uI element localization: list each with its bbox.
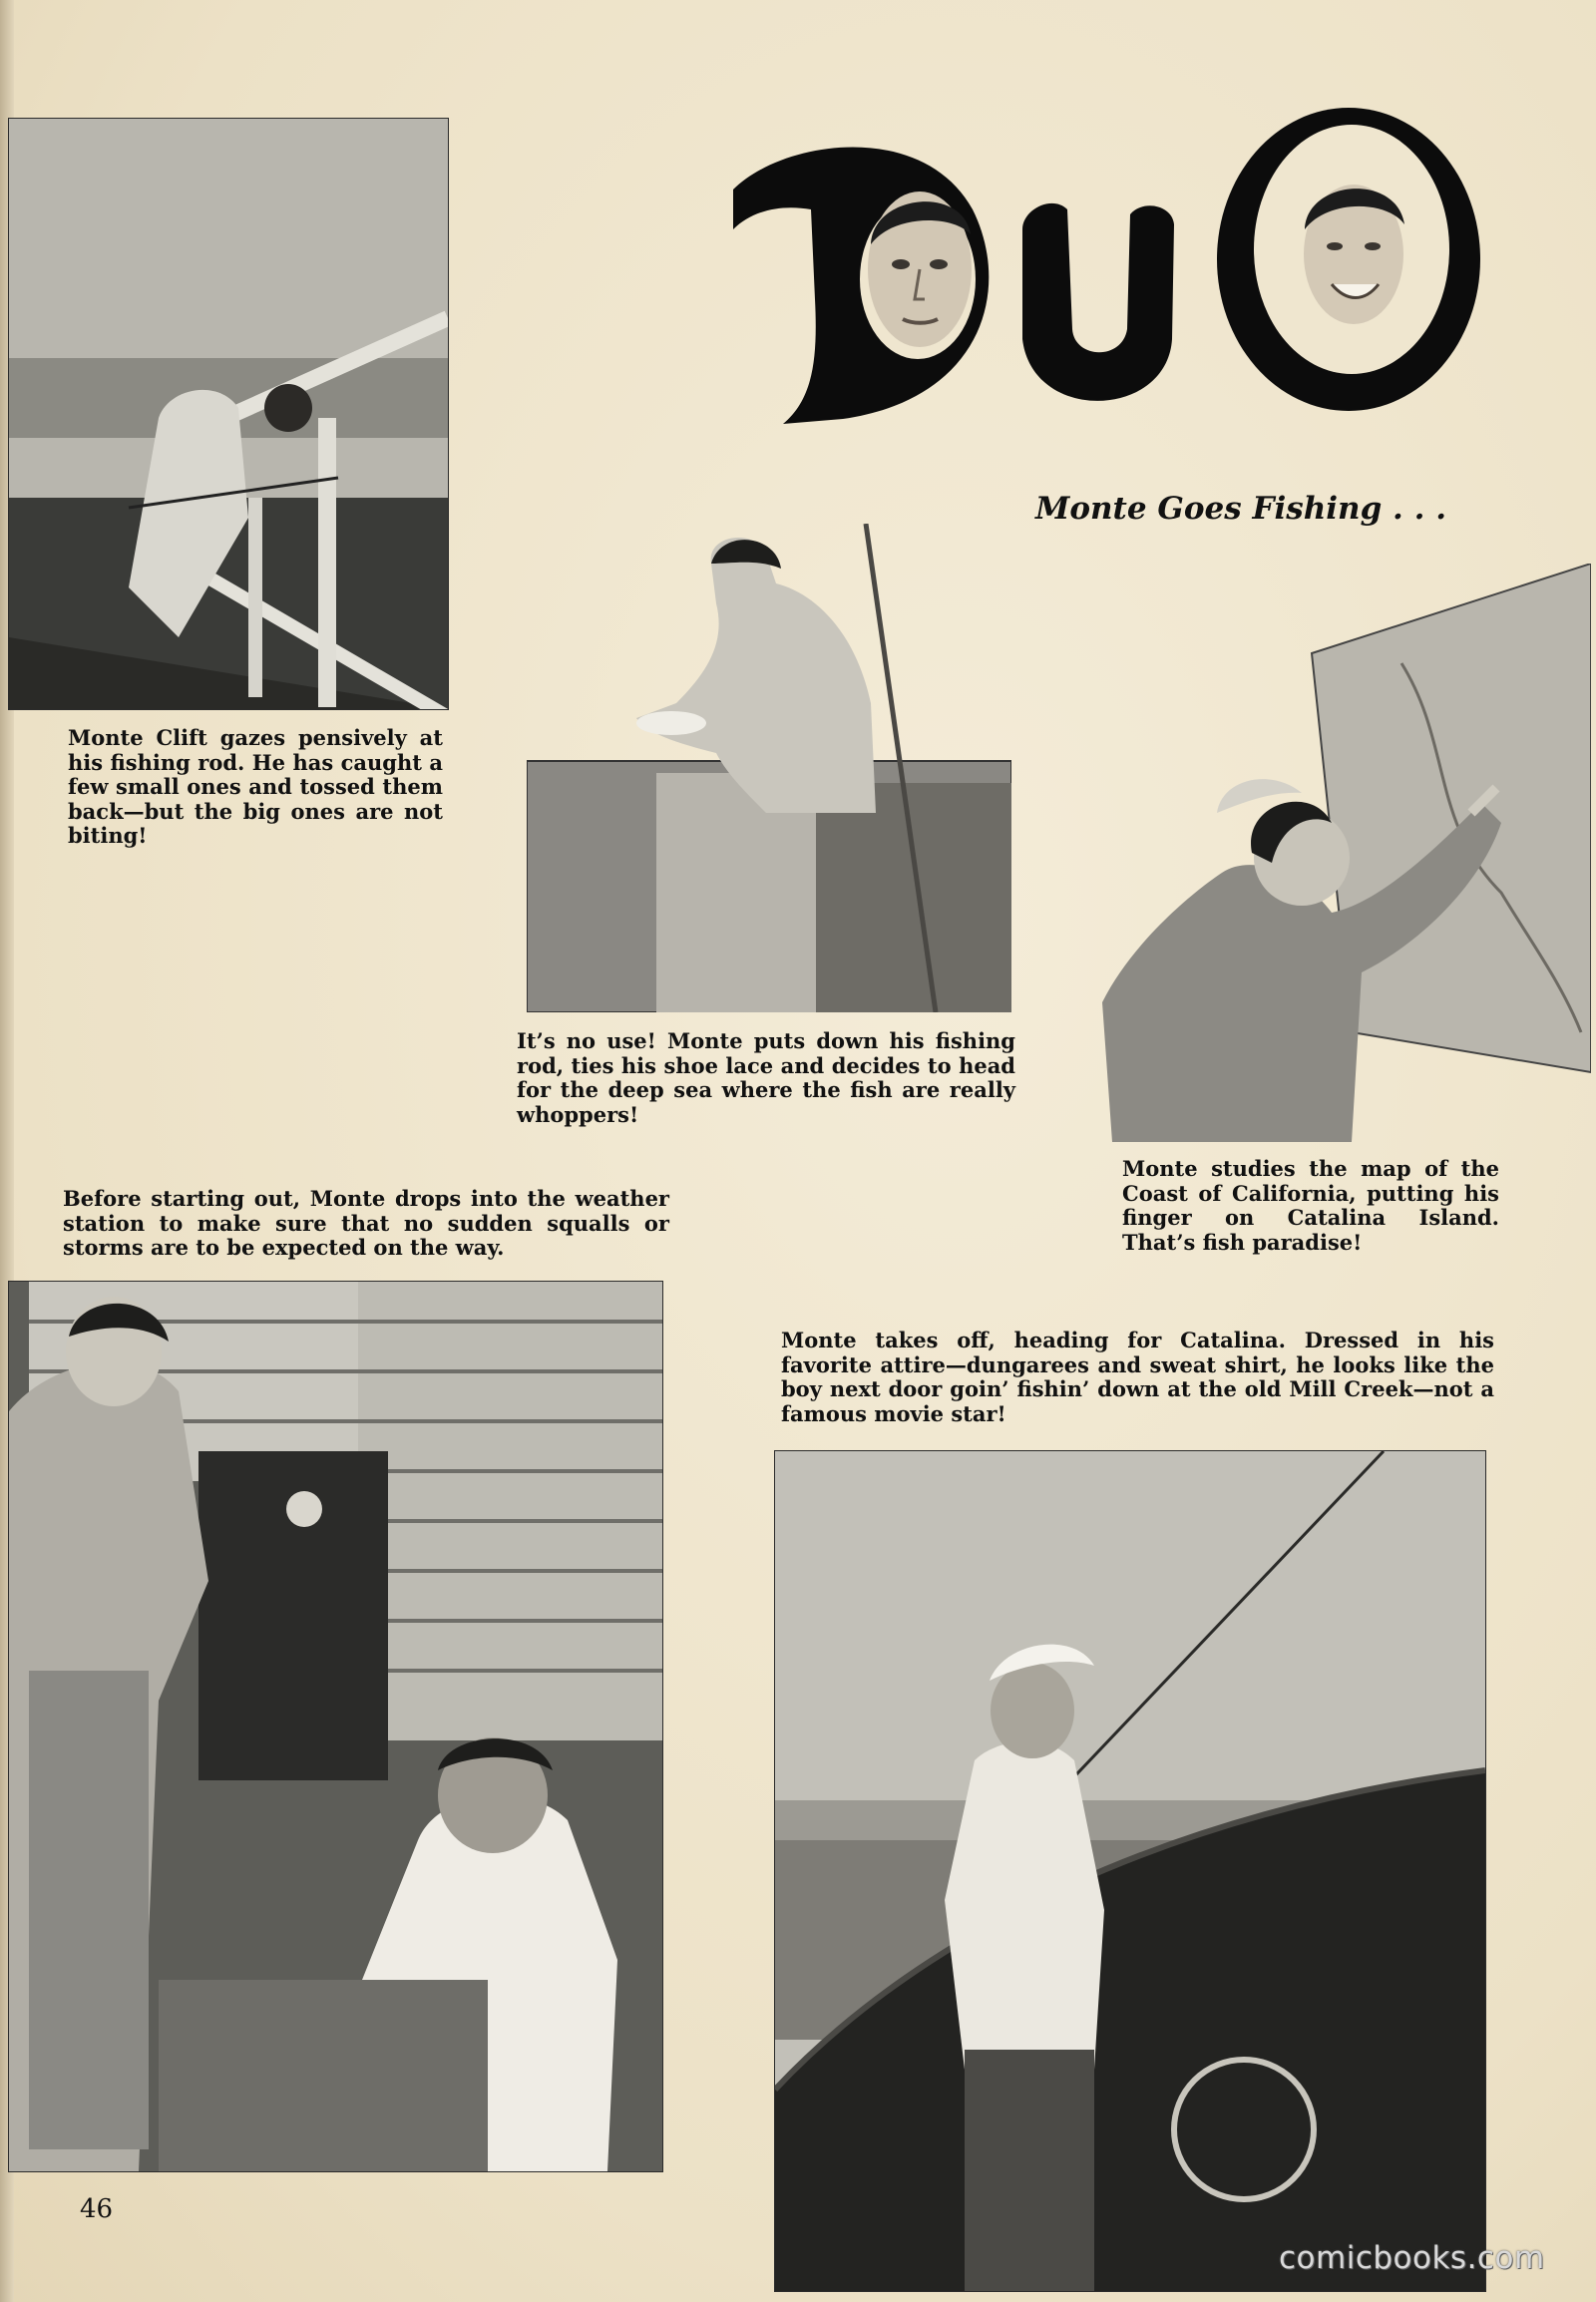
caption-map: Monte studies the map of the Coast of California, putting his finger on Catalina Island. That’s fish paradise!	[1122, 1156, 1499, 1255]
boat-photo-image	[775, 1451, 1485, 2291]
article-subtitle: Monte Goes Fishing . . .	[1035, 491, 1447, 527]
photo-boat	[774, 1450, 1486, 2292]
caption-pier: Monte Clift gazes pensively at his fishing rod. He has caught a few small ones and tossed them back—but the big ones are not biting!	[68, 725, 443, 848]
shoe-lace-photo-image	[527, 524, 1011, 1012]
map-photo-image	[1102, 564, 1591, 1142]
page-number: 46	[80, 2194, 114, 2224]
caption-shoe-lace: It’s no use! Monte puts down his fishing rod, ties his shoe lace and decides to head for the deep sea where the fish are really whoppers!	[517, 1028, 1015, 1127]
photo-weather-station	[8, 1281, 663, 2172]
weather-station-photo-image	[9, 1282, 662, 2171]
companion-face-photo	[1297, 165, 1411, 339]
pier-photo-image	[9, 119, 448, 709]
caption-boat: Monte takes off, heading for Catalina. Dressed in his favorite attire—dungarees and sweat shirt, he looks like the boy next door goin’ fishin’ down at the old Mill Creek—not a famous movie star!	[781, 1328, 1494, 1426]
duo-title	[723, 100, 1481, 429]
caption-weather-station: Before starting out, Monte drops into the weather station to make sure that no sudden squalls or storms are to be expected on the way.	[63, 1186, 669, 1260]
photo-map	[1102, 564, 1591, 1142]
watermark: comicbooks.com	[1279, 2240, 1545, 2276]
photo-pier	[8, 118, 449, 710]
monte-face-photo	[863, 175, 978, 374]
photo-shoe-lace	[527, 524, 1011, 1012]
